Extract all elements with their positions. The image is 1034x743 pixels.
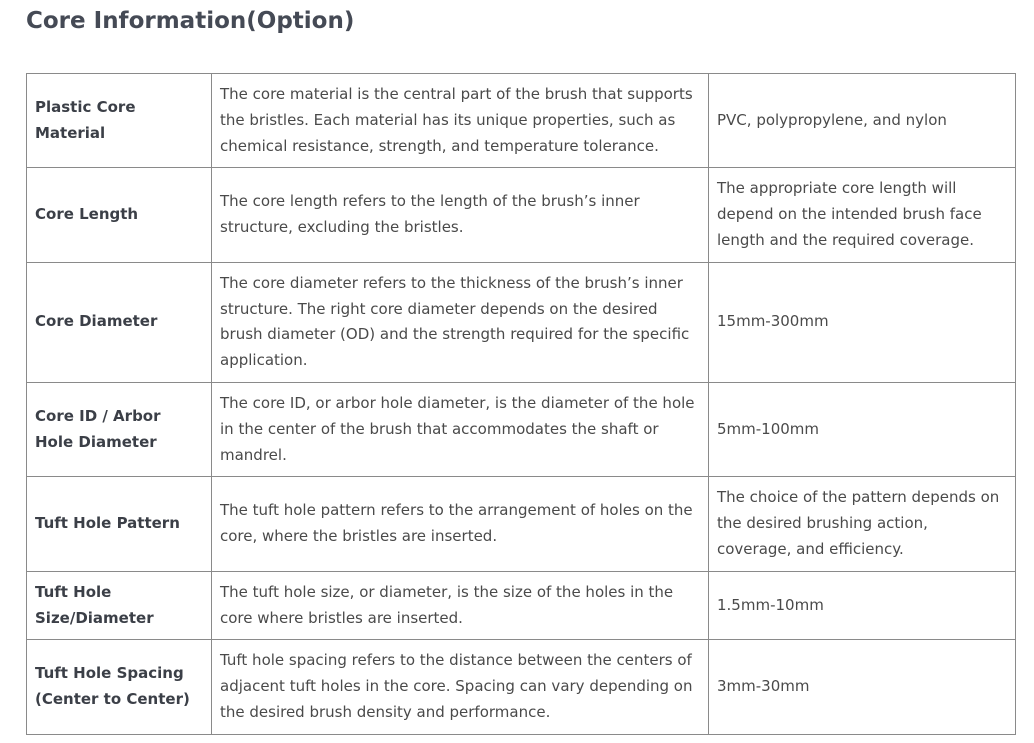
row-name-cell: Tuft Hole Size/Diameter [27,571,212,640]
table-row [27,571,1016,640]
core-info-table [26,73,1016,735]
row-name-cell: Core Diameter [27,262,212,382]
table-row [27,382,1016,476]
table-row [27,477,1016,571]
row-name-cell: Plastic Core Material [27,74,212,168]
row-value-cell: 5mm-100mm [709,382,1016,476]
table-row [27,640,1016,734]
row-name-cell: Core Length [27,168,212,262]
table-row [27,74,1016,168]
row-value-cell: The appropriate core length will depend on the intended brush face length and the required coverage. [709,168,1016,262]
row-description-cell: The core material is the central part of the brush that supports the bristles. Each material has its unique properties, such as chemical resistance, strength, and temperature tolerance. [212,74,709,168]
row-value-cell: 3mm-30mm [709,640,1016,734]
row-value-cell: 15mm-300mm [709,262,1016,382]
table-row [27,168,1016,262]
row-description-cell: Tuft hole spacing refers to the distance between the centers of adjacent tuft holes in the core. Spacing can vary depending on the desired brush density and performance. [212,640,709,734]
page-title: Core Information(Option) [26,8,355,34]
row-description-cell: The core diameter refers to the thickness of the brush’s inner structure. The right core diameter depends on the desired brush diameter (OD) and the strength required for the specific application. [212,262,709,382]
row-value-cell: 1.5mm-10mm [709,571,1016,640]
row-description-cell: The core ID, or arbor hole diameter, is the diameter of the hole in the center of the brush that accommodates the shaft or mandrel. [212,382,709,476]
row-name-cell: Tuft Hole Pattern [27,477,212,571]
row-description-cell: The core length refers to the length of the brush’s inner structure, excluding the bristles. [212,168,709,262]
row-description-cell: The tuft hole pattern refers to the arrangement of holes on the core, where the bristles are inserted. [212,477,709,571]
row-name-cell: Tuft Hole Spacing (Center to Center) [27,640,212,734]
row-value-cell: The choice of the pattern depends on the desired brushing action, coverage, and efficiency. [709,477,1016,571]
row-name-cell: Core ID / Arbor Hole Diameter [27,382,212,476]
table-row [27,262,1016,382]
row-value-cell: PVC, polypropylene, and nylon [709,74,1016,168]
row-description-cell: The tuft hole size, or diameter, is the size of the holes in the core where bristles are inserted. [212,571,709,640]
